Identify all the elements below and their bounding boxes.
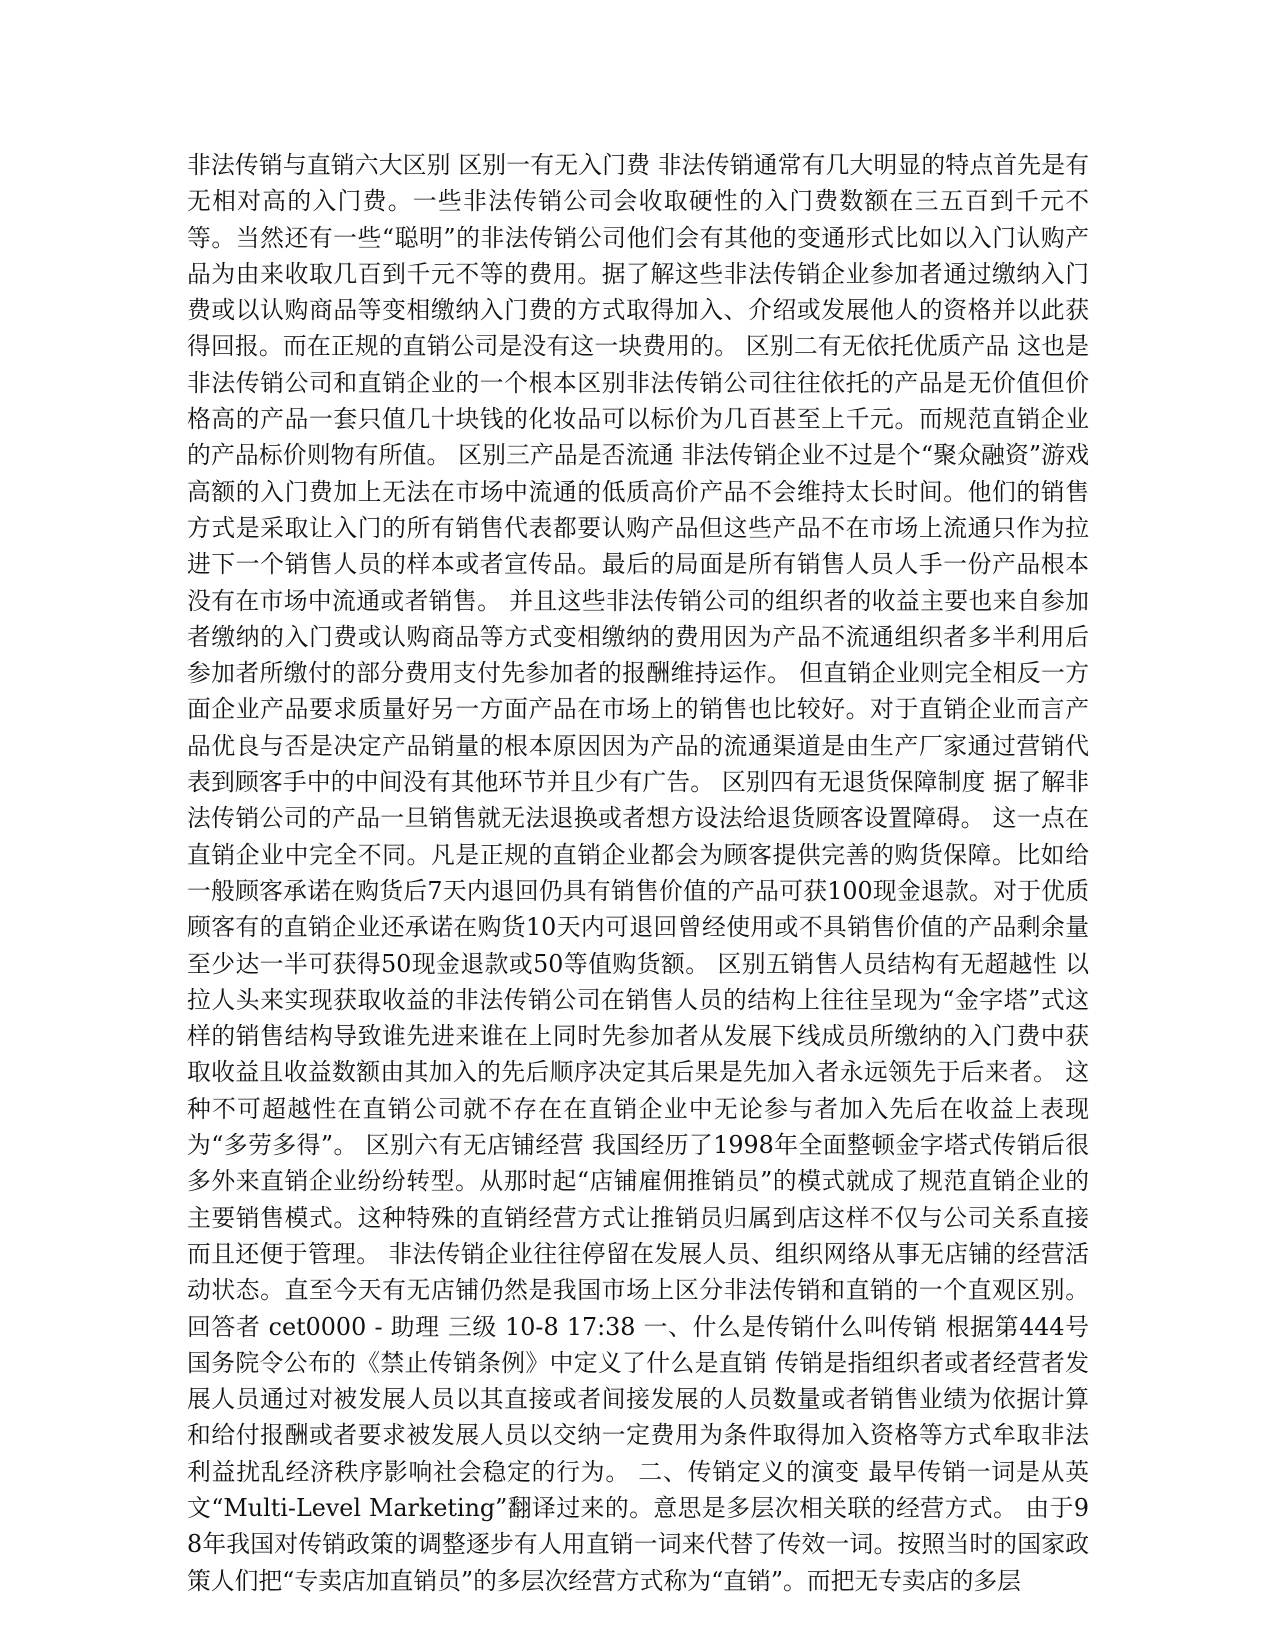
body-text: 非法传销与直销六大区别 区别一有无入门费 非法传销通常有几大明显的特点首先是有无相对高的入门费。一些非法传销公司会收取硬性的入门费数额在三五百到千元不等。当然还有一些“聪明”的非法传销公司他们会有其他的变通形式比如以入门认购产品为由来收取几百到千元不等的费用。据了解这些非法传销企业参加者通过缴纳入门费或以认购商品等变相缴纳入门费的方式取得加入、介绍或发展他人的资格并以此获得回报。而在正规的直销公司是没有这一块费用的。 区别二有无依托优质产品 这也是非法传销公司和直销企业的一个根本区别非法传销公司往往依托的产品是无价值但价格高的产品一套只值几十块钱的化妆品可以标价为几百甚至上千元。而规范直销企业的产品标价则物有所值。 区别三产品是否流通 非法传销企业不过是个“聚众融资”游戏高额的入门费加上无法在市场中流通的低质高价产品不会维持太长时间。他们的销售方式是采取让入门的所有销售代表都要认购产品但这些产品不在市场上流通只作为拉进下一个销售人员的样本或者宣传品。最后的局面是所有销售人员人手一份产品根本没有在市场中流通或者销售。 并且这些非法传销公司的组织者的收益主要也来自参加者缴纳的入门费或认购商品等方式变相缴纳的费用因为产品不流通组织者多半利用后参加者所缴付的部分费用支付先参加者的报酬维持运作。 但直销企业则完全相反一方面企业产品要求质量好另一方面产品在市场上的销售也比较好。对于直销企业而言产品优良与否是决定产品销量的根本原因因为产品的流通渠道是由生产厂家通过营销代表到顾客手中的中间没有其他环节并且少有广告。 区别四有无退货保障制度 据了解非法传销公司的产品一旦销售就无法退换或者想方设法给退货顾客设置障碍。 这一点在直销企业中完全不同。凡是正规的直销企业都会为顾客提供完善的购货保障。比如给一般顾客承诺在购货后7天内退回仍具有销售价值的产品可获100现金退款。对于优质顾客有的直销企业还承诺在购货10天内可退回曾经使用或不具销售价值的产品剩余量至少达一半可获得50现金退款或50等值购货额。 区别五销售人员结构有无超越性 以拉人头来实现获取收益的非法传销公司在销售人员的结构上往往呈现为“金字塔”式这样的销售结构导致谁先进来谁在上同时先参加者从发展下线成员所缴纳的入门费中获取收益且收益数额由其加入的先后顺序决定其后果是先加入者永远领先于后来者。 这种不可超越性在直销公司就不存在在直销企业中无论参与者加入先后在收益上表现为“多劳多得”。 区别六有无店铺经营 我国经历了1998年全面整顿金字塔式传销后很多外来直销企业纷纷转型。从那时起“店铺雇佣推销员”的模式就成了规范直销企业的主要销售模式。这种特殊的直销经营方式让推销员归属到店这样不仅与公司关系直接而且还便于管理。 非法传销企业往往停留在发展人员、组织网络从事无店铺的经营活动状态。直至今天有无店铺仍然是我国市场上区分非法传销和直销的一个直观区别。 回答者 cet0000 - 助理 三级 10-8 17:38 一、什么是传销什么叫传销 根据第444号国务院令公布的《禁止传销条例》中定义了什么是直销 传销是指组织者或者经营者发展人员通过对被发展人员以其直接或者间接发展的人员数量或者销售业绩为依据计算和给付报酬或者要求被发展人员以交纳一定费用为条件取得加入资格等方式牟取非法利益扰乱经济秩序影响社会稳定的行为。 二、传销定义的演变 最早传销一词是从英文“Multi-Level Marketing”翻译过来的。意思是多层次相关联的经营方式。 由于98年我国对传销政策的调整逐步有人用直销一词来代替了传效一词。按照当时的国家政策人们把“专卖店加直销员”的多层次经营方式称为“直销”。而把无专卖店的多层 xyxy=(187,151,1089,1595)
